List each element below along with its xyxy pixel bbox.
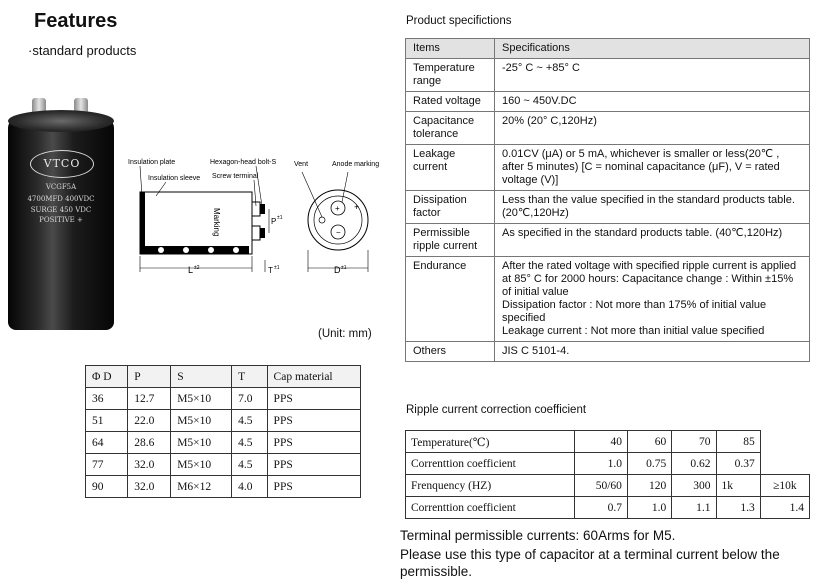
table-cell: M5×10 [171, 432, 232, 454]
spec-table [405, 38, 810, 362]
temp-label: Temperature(℃) [406, 431, 575, 453]
table-row [86, 388, 361, 410]
freq-value: 300 [672, 475, 716, 497]
table-cell: 4.5 [232, 432, 267, 454]
table-cell: 36 [86, 388, 128, 410]
header-cell: Items [406, 39, 495, 59]
insulation-plate-label: Insulation plate [128, 159, 176, 166]
table-row [406, 431, 810, 453]
capacitor-series: VCGF5A [45, 183, 77, 191]
freq-coef-value: 1.0 [627, 497, 671, 519]
capacitor-surge: SURGE 450 VDC [30, 206, 92, 214]
spec-item: Temperature range [406, 59, 495, 92]
spec-item: Leakage current [406, 145, 495, 191]
dim-T-tolerance: ±1 [274, 265, 280, 271]
header-cell: Specifications [495, 39, 810, 59]
table-cell: 77 [86, 454, 128, 476]
temp-value: 85 [716, 431, 760, 453]
dim-T-label: T [268, 266, 273, 275]
spec-item: Capacitance tolerance [406, 112, 495, 145]
sleeve-dot [233, 247, 239, 253]
table-cell: 32.0 [128, 476, 171, 498]
table-header-row [406, 39, 810, 59]
freq-value: 120 [627, 475, 671, 497]
insulation-plate-mark [140, 192, 145, 254]
table-cell: 12.7 [128, 388, 171, 410]
table-row [86, 410, 361, 432]
table-cell: 32.0 [128, 454, 171, 476]
anode-marking-plus: + [354, 202, 360, 212]
table-cell: PPS [267, 388, 360, 410]
temp-coef-value: 0.62 [672, 453, 716, 475]
table-row [406, 59, 810, 92]
anode-plus: + [335, 204, 340, 213]
table-cell: PPS [267, 454, 360, 476]
capacitor-brand-logo: VTCO [30, 150, 94, 178]
dim-D-label: D [334, 265, 341, 275]
cathode-minus: − [336, 228, 341, 237]
temp-value: 60 [627, 431, 671, 453]
freq-coef-value: 0.7 [575, 497, 628, 519]
page-title: Features [34, 10, 118, 32]
spec-value: 20% (20° C,120Hz) [495, 112, 810, 145]
dim-L-tolerance: ±2 [194, 265, 200, 271]
dimension-table [85, 365, 361, 498]
table-header-row [86, 366, 361, 388]
freq-value: 50/60 [575, 475, 628, 497]
section-subtitle: ·standard products [28, 43, 137, 58]
table-row [406, 112, 810, 145]
empty-cell [760, 431, 809, 453]
freq-coef-label: Correnttion coefficient [406, 497, 575, 519]
table-cell: 64 [86, 432, 128, 454]
dim-D-tolerance: ±1 [341, 265, 347, 271]
capacitor-rating: 4700MFD 400VDC [27, 195, 95, 203]
table-cell: PPS [267, 410, 360, 432]
terminal-current-note: Terminal permissible currents: 60Arms for M5. [400, 528, 676, 543]
table-cell: 4.5 [232, 410, 267, 432]
freq-value: ≥10k [760, 475, 809, 497]
sleeve-dot [208, 247, 214, 253]
table-row [86, 476, 361, 498]
temp-coef-value: 0.37 [716, 453, 760, 475]
freq-coef-value: 1.1 [672, 497, 716, 519]
temp-coef-label: Correnttion coefficient [406, 453, 575, 475]
table-cell: 4.5 [232, 454, 267, 476]
table-row [406, 145, 810, 191]
spec-value: 0.01CV (μA) or 5 mA, whichever is smaller or less(20℃ , after 5 minutes) [C = nominal capacitance (μF), V = rated voltage (V)] [495, 145, 810, 191]
spec-item: Endurance [406, 257, 495, 342]
spec-value: 160 ~ 450V.DC [495, 92, 810, 112]
table-row [406, 497, 810, 519]
freq-coef-value: 1.4 [760, 497, 809, 519]
table-row [406, 475, 810, 497]
table-row [406, 92, 810, 112]
dimension-diagram [126, 150, 386, 280]
dim-P-label: P [271, 217, 277, 226]
table-row [406, 191, 810, 224]
freq-label: Frenquency (HZ) [406, 475, 575, 497]
table-cell: PPS [267, 432, 360, 454]
table-cell: M6×12 [171, 476, 232, 498]
table-cell: M5×10 [171, 388, 232, 410]
header-cell: S [171, 366, 232, 388]
sleeve-dot [183, 247, 189, 253]
table-cell: M5×10 [171, 410, 232, 432]
spec-value: After the rated voltage with specified ripple current is applied at 85° C for 2000 hours: Capacitance change : Within ±15% of initial value Dissipation factor : Not more than 175% of initial value specified Leakage current : Not more than initial value specified [495, 257, 810, 342]
screw-terminal-label: Screw terminal [212, 173, 259, 180]
header-cell: P [128, 366, 171, 388]
table-cell: 7.0 [232, 388, 267, 410]
spec-value: Less than the value specified in the standard products table. (20℃,120Hz) [495, 191, 810, 224]
vent [319, 217, 325, 223]
table-row [86, 454, 361, 476]
dim-P-tolerance: ±1 [277, 215, 283, 221]
sleeve-dot [158, 247, 164, 253]
temp-coef-value: 0.75 [627, 453, 671, 475]
hex-bolt-bottom [260, 228, 265, 238]
table-row [406, 224, 810, 257]
table-cell: PPS [267, 476, 360, 498]
ripple-table [405, 430, 810, 519]
spec-value: As specified in the standard products table. (40℃,120Hz) [495, 224, 810, 257]
table-cell: 22.0 [128, 410, 171, 432]
anode-marking-label: Anode marking [332, 161, 380, 168]
table-row [406, 453, 810, 475]
screw-terminal-bottom [252, 226, 260, 240]
temp-coef-value: 1.0 [575, 453, 628, 475]
spec-item: Rated voltage [406, 92, 495, 112]
vent-label: Vent [294, 161, 309, 168]
dim-L-label: L [188, 265, 194, 275]
capacitor-polarity: POSITIVE + [39, 216, 83, 224]
spec-value: -25° C ~ +85° C [495, 59, 810, 92]
header-cell: Cap material [267, 366, 360, 388]
temp-value: 70 [672, 431, 716, 453]
table-cell: 28.6 [128, 432, 171, 454]
marking-label: Marking [212, 208, 221, 237]
freq-value: 1k [716, 475, 760, 497]
insulation-sleeve-label: Insulation sleeve [148, 175, 201, 182]
spec-item: Permissible ripple current [406, 224, 495, 257]
usage-note: Please use this type of capacitor at a terminal current below the permissible. [400, 547, 780, 579]
hex-bolt-label: Hexagon-head bolt-S [210, 159, 277, 166]
side-view-body [140, 192, 252, 254]
table-row [86, 432, 361, 454]
freq-coef-value: 1.3 [716, 497, 760, 519]
table-row [406, 342, 810, 362]
header-cell: T [232, 366, 267, 388]
spec-value: JIS C 5101-4. [495, 342, 810, 362]
temp-value: 40 [575, 431, 628, 453]
top-view-outline [308, 190, 368, 250]
spec-item: Dissipation factor [406, 191, 495, 224]
table-cell: 51 [86, 410, 128, 432]
table-cell: 4.0 [232, 476, 267, 498]
table-row [406, 257, 810, 342]
table-cell: M5×10 [171, 454, 232, 476]
empty-cell [760, 453, 809, 475]
header-cell: Φ D [86, 366, 128, 388]
ripple-section-title: Ripple current correction coefficient [406, 404, 587, 416]
spec-item: Others [406, 342, 495, 362]
unit-note: (Unit: mm) [318, 328, 372, 340]
spec-section-title: Product specifictions [406, 15, 512, 27]
table-cell: 90 [86, 476, 128, 498]
hex-bolt-top [260, 204, 265, 214]
capacitor-top [8, 110, 114, 132]
